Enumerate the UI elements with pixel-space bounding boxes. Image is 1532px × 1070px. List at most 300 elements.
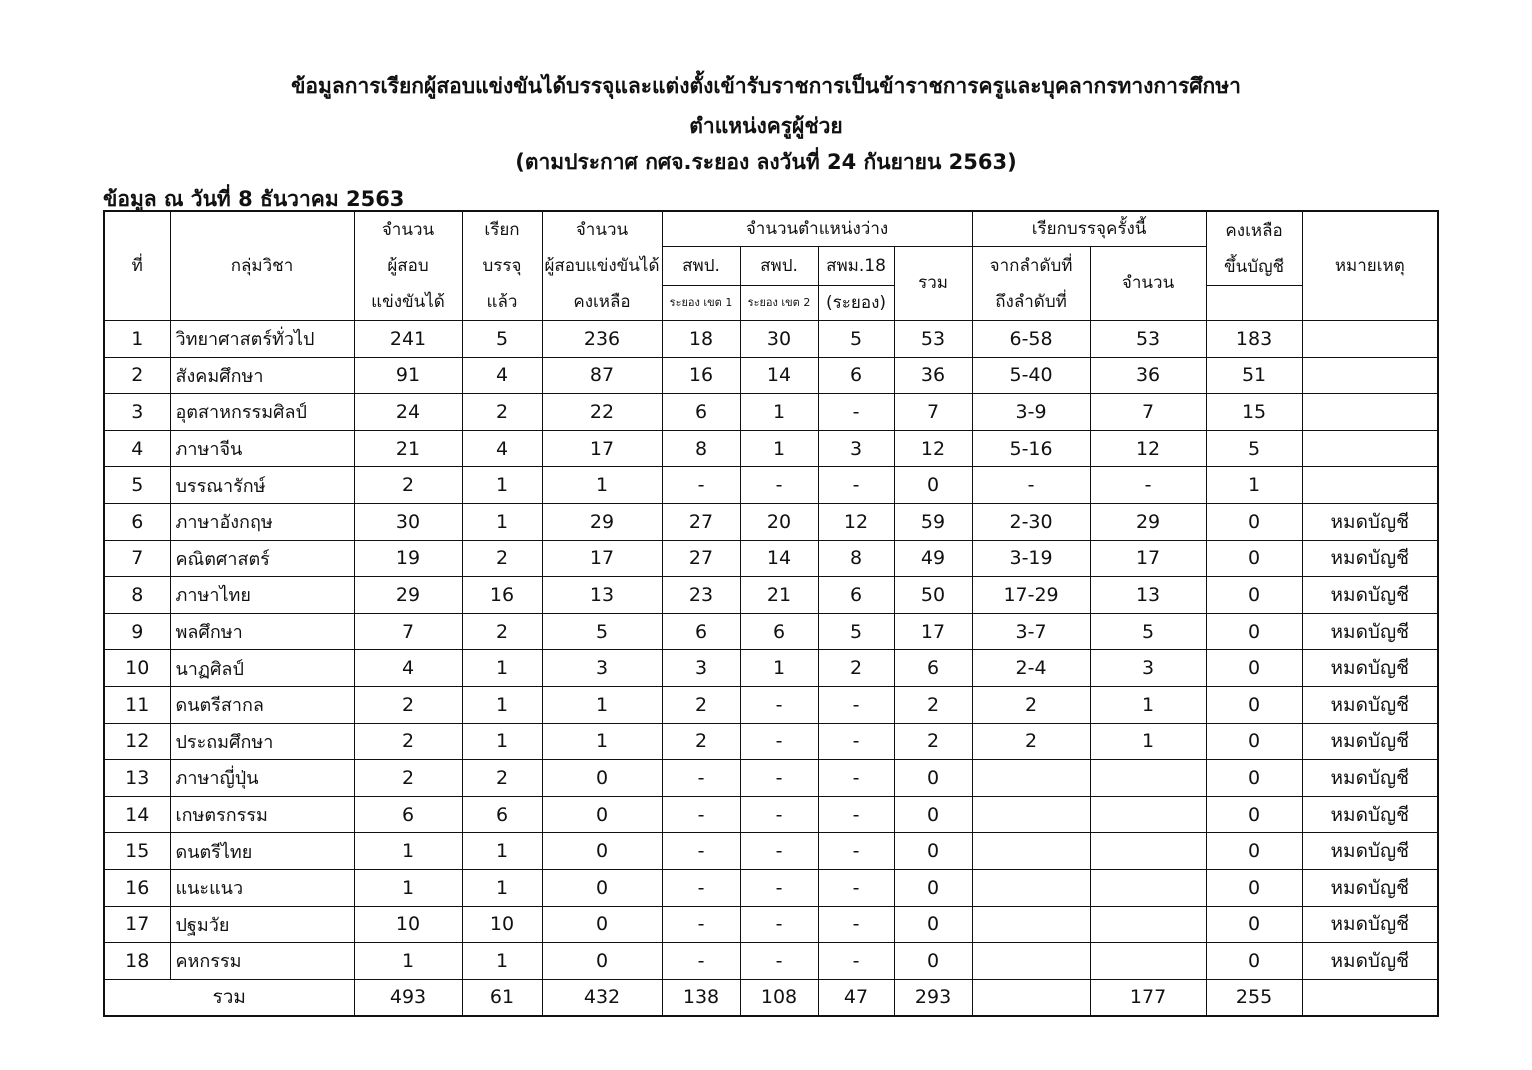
row-call-count: 5 xyxy=(1090,613,1206,650)
header-called-line3: แล้ว xyxy=(486,292,518,312)
row-list-left: 0 xyxy=(1206,650,1302,687)
header-remaining-line3: คงเหลือ xyxy=(573,292,631,312)
totals-vac-total: 293 xyxy=(894,979,972,1016)
table-row xyxy=(104,577,1438,614)
header-called xyxy=(462,211,542,321)
row-area2: 30 xyxy=(740,321,818,358)
row-call-count: 13 xyxy=(1090,577,1206,614)
row-area2: 14 xyxy=(740,540,818,577)
row-list-left: 0 xyxy=(1206,943,1302,980)
row-call-range: 5-40 xyxy=(972,357,1090,394)
row-called: 2 xyxy=(462,540,542,577)
row-no: 16 xyxy=(104,869,170,906)
row-area2: 1 xyxy=(740,394,818,431)
table-row xyxy=(104,906,1438,943)
row-call-range: 3-19 xyxy=(972,540,1090,577)
row-vac-total: 0 xyxy=(894,943,972,980)
row-subject: ดนตรีสากล xyxy=(170,686,354,723)
row-area1: 8 xyxy=(662,430,740,467)
as-of-date: ข้อมูล ณ วันที่ 8 ธันวาคม 2563 xyxy=(103,187,405,211)
row-remaining: 13 xyxy=(542,577,662,614)
row-subject: บรรณารักษ์ xyxy=(170,467,354,504)
row-no: 13 xyxy=(104,760,170,797)
row-spm18: - xyxy=(818,723,894,760)
row-note: หมดบัญชี xyxy=(1302,760,1438,797)
row-no: 18 xyxy=(104,943,170,980)
table-row xyxy=(104,321,1438,358)
row-note: หมดบัญชี xyxy=(1302,796,1438,833)
row-list-left: 0 xyxy=(1206,906,1302,943)
row-called: 4 xyxy=(462,357,542,394)
row-list-left: 5 xyxy=(1206,430,1302,467)
row-no: 6 xyxy=(104,503,170,540)
row-list-left: 0 xyxy=(1206,503,1302,540)
document-subtitle: ตำแหน่งครูผู้ช่วย xyxy=(689,114,843,138)
row-passed: 91 xyxy=(354,357,462,394)
row-passed: 29 xyxy=(354,577,462,614)
totals-area2: 108 xyxy=(740,979,818,1016)
table-row xyxy=(104,833,1438,870)
row-no: 5 xyxy=(104,467,170,504)
row-spm18: - xyxy=(818,796,894,833)
row-subject: สังคมศึกษา xyxy=(170,357,354,394)
row-called: 1 xyxy=(462,503,542,540)
row-spm18: - xyxy=(818,869,894,906)
row-no: 8 xyxy=(104,577,170,614)
row-called: 1 xyxy=(462,650,542,687)
header-spm18-sub: (ระยอง) xyxy=(818,286,894,321)
table-row xyxy=(104,943,1438,980)
row-area2: 6 xyxy=(740,613,818,650)
row-spm18: - xyxy=(818,943,894,980)
row-call-range: 3-7 xyxy=(972,613,1090,650)
header-area1-sub: ระยอง เขต 1 xyxy=(662,286,740,321)
row-no: 15 xyxy=(104,833,170,870)
table-row xyxy=(104,467,1438,504)
row-call-count: 17 xyxy=(1090,540,1206,577)
row-call-count: 36 xyxy=(1090,357,1206,394)
header-call-range-line2: ถึงลำดับที่ xyxy=(995,291,1067,312)
row-subject: วิทยาศาสตร์ทั่วไป xyxy=(170,321,354,358)
row-no: 17 xyxy=(104,906,170,943)
row-remaining: 1 xyxy=(542,723,662,760)
row-passed: 19 xyxy=(354,540,462,577)
row-call-count xyxy=(1090,760,1206,797)
row-area1: 6 xyxy=(662,613,740,650)
row-subject: คณิตศาสตร์ xyxy=(170,540,354,577)
row-call-range: 17-29 xyxy=(972,577,1090,614)
header-remaining xyxy=(542,211,662,321)
row-note: หมดบัญชี xyxy=(1302,503,1438,540)
row-spm18: - xyxy=(818,833,894,870)
row-note xyxy=(1302,467,1438,504)
announcement-reference: (ตามประกาศ กศจ.ระยอง ลงวันที่ 24 กันยายน 2563) xyxy=(515,150,1017,174)
row-call-range xyxy=(972,943,1090,980)
totals-spm18: 47 xyxy=(818,979,894,1016)
row-passed: 7 xyxy=(354,613,462,650)
row-passed: 30 xyxy=(354,503,462,540)
row-area1: 2 xyxy=(662,686,740,723)
row-passed: 4 xyxy=(354,650,462,687)
row-called: 1 xyxy=(462,686,542,723)
header-remaining-line1: จำนวน xyxy=(575,220,629,240)
row-spm18: - xyxy=(818,394,894,431)
row-vac-total: 2 xyxy=(894,723,972,760)
row-area2: - xyxy=(740,796,818,833)
row-note xyxy=(1302,321,1438,358)
row-vac-total: 49 xyxy=(894,540,972,577)
row-subject: เกษตรกรรม xyxy=(170,796,354,833)
row-passed: 241 xyxy=(354,321,462,358)
row-area1: 16 xyxy=(662,357,740,394)
row-passed: 2 xyxy=(354,760,462,797)
header-call-range-line1: จากลำดับที่ xyxy=(989,255,1073,276)
row-called: 1 xyxy=(462,723,542,760)
row-spm18: - xyxy=(818,906,894,943)
row-area2: - xyxy=(740,467,818,504)
row-spm18: 5 xyxy=(818,613,894,650)
totals-label: รวม xyxy=(104,979,354,1016)
row-list-left: 0 xyxy=(1206,577,1302,614)
row-called: 1 xyxy=(462,833,542,870)
row-call-count xyxy=(1090,906,1206,943)
table-body xyxy=(104,321,1438,980)
row-remaining: 0 xyxy=(542,760,662,797)
row-area2: 20 xyxy=(740,503,818,540)
row-remaining: 1 xyxy=(542,686,662,723)
row-called: 4 xyxy=(462,430,542,467)
row-area1: 23 xyxy=(662,577,740,614)
row-no: 4 xyxy=(104,430,170,467)
row-passed: 2 xyxy=(354,723,462,760)
row-passed: 10 xyxy=(354,906,462,943)
totals-note xyxy=(1302,979,1438,1016)
row-area1: 27 xyxy=(662,540,740,577)
row-call-count: 29 xyxy=(1090,503,1206,540)
row-spm18: - xyxy=(818,686,894,723)
row-remaining: 0 xyxy=(542,869,662,906)
row-area2: - xyxy=(740,869,818,906)
row-vac-total: 0 xyxy=(894,760,972,797)
totals-row xyxy=(104,979,1438,1016)
table-row xyxy=(104,760,1438,797)
row-passed: 1 xyxy=(354,869,462,906)
row-call-range: 2 xyxy=(972,723,1090,760)
row-call-range xyxy=(972,833,1090,870)
row-area2: - xyxy=(740,943,818,980)
row-list-left: 0 xyxy=(1206,613,1302,650)
row-subject: แนะแนว xyxy=(170,869,354,906)
row-no: 11 xyxy=(104,686,170,723)
table-row xyxy=(104,650,1438,687)
row-subject: คหกรรม xyxy=(170,943,354,980)
row-call-range xyxy=(972,906,1090,943)
row-called: 10 xyxy=(462,906,542,943)
row-subject: อุตสาหกรรมศิลป์ xyxy=(170,394,354,431)
table-row xyxy=(104,394,1438,431)
table-row xyxy=(104,796,1438,833)
row-list-left: 15 xyxy=(1206,394,1302,431)
header-call-range xyxy=(972,247,1090,321)
row-called: 1 xyxy=(462,943,542,980)
row-area2: 21 xyxy=(740,577,818,614)
row-list-left: 0 xyxy=(1206,869,1302,906)
row-area2: - xyxy=(740,723,818,760)
row-note: หมดบัญชี xyxy=(1302,540,1438,577)
header-call-count: จำนวน xyxy=(1090,247,1206,321)
row-note: หมดบัญชี xyxy=(1302,943,1438,980)
row-note: หมดบัญชี xyxy=(1302,906,1438,943)
table-row xyxy=(104,357,1438,394)
row-note: หมดบัญชี xyxy=(1302,833,1438,870)
row-no: 10 xyxy=(104,650,170,687)
row-subject: ภาษาอังกฤษ xyxy=(170,503,354,540)
row-passed: 21 xyxy=(354,430,462,467)
row-passed: 1 xyxy=(354,833,462,870)
row-area1: - xyxy=(662,943,740,980)
row-subject: ภาษาญี่ปุ่น xyxy=(170,760,354,797)
row-vac-total: 6 xyxy=(894,650,972,687)
row-call-count: 3 xyxy=(1090,650,1206,687)
row-subject: ภาษาไทย xyxy=(170,577,354,614)
row-called: 5 xyxy=(462,321,542,358)
row-call-count: 12 xyxy=(1090,430,1206,467)
row-list-left: 51 xyxy=(1206,357,1302,394)
row-called: 2 xyxy=(462,394,542,431)
row-list-left: 0 xyxy=(1206,760,1302,797)
row-spm18: 5 xyxy=(818,321,894,358)
document-title: ข้อมูลการเรียกผู้สอบแข่งขันได้บรรจุและแต่งตั้งเข้ารับราชการเป็นข้าราชการครูและบุคลากรทางการศึกษา xyxy=(291,74,1241,98)
header-passed-line2: ผู้สอบ xyxy=(387,256,429,276)
row-call-range xyxy=(972,869,1090,906)
row-subject: นาฏศิลป์ xyxy=(170,650,354,687)
row-no: 7 xyxy=(104,540,170,577)
row-no: 9 xyxy=(104,613,170,650)
row-subject: ภาษาจีน xyxy=(170,430,354,467)
row-call-count: 1 xyxy=(1090,686,1206,723)
row-vac-total: 17 xyxy=(894,613,972,650)
row-spm18: 6 xyxy=(818,357,894,394)
row-call-range: 6-58 xyxy=(972,321,1090,358)
header-called-line2: บรรจุ xyxy=(482,256,522,276)
totals-left: 255 xyxy=(1206,979,1302,1016)
row-called: 2 xyxy=(462,760,542,797)
row-call-count xyxy=(1090,833,1206,870)
totals-remaining: 432 xyxy=(542,979,662,1016)
row-call-count: - xyxy=(1090,467,1206,504)
table-row xyxy=(104,686,1438,723)
row-remaining: 0 xyxy=(542,796,662,833)
row-remaining: 0 xyxy=(542,906,662,943)
row-vac-total: 0 xyxy=(894,906,972,943)
row-call-count: 1 xyxy=(1090,723,1206,760)
row-subject: ประถมศึกษา xyxy=(170,723,354,760)
row-spm18: 8 xyxy=(818,540,894,577)
row-remaining: 236 xyxy=(542,321,662,358)
totals-count: 177 xyxy=(1090,979,1206,1016)
header-subject: กลุ่มวิชา xyxy=(170,211,354,321)
row-remaining: 5 xyxy=(542,613,662,650)
row-area1: - xyxy=(662,869,740,906)
row-spm18: - xyxy=(818,760,894,797)
row-no: 12 xyxy=(104,723,170,760)
row-area2: - xyxy=(740,833,818,870)
header-called-line1: เรียก xyxy=(484,220,520,240)
row-spm18: 3 xyxy=(818,430,894,467)
row-vac-total: 36 xyxy=(894,357,972,394)
row-call-count xyxy=(1090,796,1206,833)
row-subject: พลศึกษา xyxy=(170,613,354,650)
row-called: 16 xyxy=(462,577,542,614)
row-passed: 6 xyxy=(354,796,462,833)
row-call-count: 7 xyxy=(1090,394,1206,431)
row-area2: 14 xyxy=(740,357,818,394)
header-area1: สพป. xyxy=(662,247,740,286)
row-note xyxy=(1302,357,1438,394)
table-row xyxy=(104,723,1438,760)
table-row xyxy=(104,540,1438,577)
appointment-table xyxy=(103,210,1439,1017)
row-no: 2 xyxy=(104,357,170,394)
row-remaining: 3 xyxy=(542,650,662,687)
row-list-left: 0 xyxy=(1206,796,1302,833)
row-spm18: - xyxy=(818,467,894,504)
row-list-left: 0 xyxy=(1206,686,1302,723)
row-called: 1 xyxy=(462,467,542,504)
row-vac-total: 50 xyxy=(894,577,972,614)
row-vac-total: 53 xyxy=(894,321,972,358)
row-remaining: 1 xyxy=(542,467,662,504)
row-passed: 2 xyxy=(354,686,462,723)
header-area2: สพป. xyxy=(740,247,818,286)
row-area2: 1 xyxy=(740,430,818,467)
header-list-left-line1: คงเหลือ xyxy=(1225,220,1283,241)
row-no: 1 xyxy=(104,321,170,358)
row-area1: - xyxy=(662,760,740,797)
header-passed xyxy=(354,211,462,321)
row-call-range: 2 xyxy=(972,686,1090,723)
row-subject: ดนตรีไทย xyxy=(170,833,354,870)
row-list-left: 0 xyxy=(1206,540,1302,577)
table-row xyxy=(104,613,1438,650)
row-note xyxy=(1302,430,1438,467)
row-note: หมดบัญชี xyxy=(1302,686,1438,723)
row-list-left: 183 xyxy=(1206,321,1302,358)
header-list-left-line2: ขึ้นบัญชี xyxy=(1224,256,1285,277)
row-call-range: 3-9 xyxy=(972,394,1090,431)
header-passed-line3: แข่งขันได้ xyxy=(371,292,445,312)
row-spm18: 2 xyxy=(818,650,894,687)
row-vac-total: 0 xyxy=(894,467,972,504)
header-note: หมายเหตุ xyxy=(1302,211,1438,321)
row-area2: - xyxy=(740,686,818,723)
row-no: 3 xyxy=(104,394,170,431)
totals-range xyxy=(972,979,1090,1016)
row-area1: - xyxy=(662,906,740,943)
row-call-count xyxy=(1090,869,1206,906)
row-area1: 2 xyxy=(662,723,740,760)
row-note: หมดบัญชี xyxy=(1302,613,1438,650)
row-called: 6 xyxy=(462,796,542,833)
row-passed: 24 xyxy=(354,394,462,431)
header-list-left-blank xyxy=(1206,286,1302,321)
row-vac-total: 0 xyxy=(894,833,972,870)
row-note: หมดบัญชี xyxy=(1302,650,1438,687)
row-vac-total: 2 xyxy=(894,686,972,723)
row-no: 14 xyxy=(104,796,170,833)
row-note xyxy=(1302,394,1438,431)
row-passed: 2 xyxy=(354,467,462,504)
row-remaining: 29 xyxy=(542,503,662,540)
row-subject: ปฐมวัย xyxy=(170,906,354,943)
row-area1: 27 xyxy=(662,503,740,540)
header-no: ที่ xyxy=(104,211,170,321)
row-remaining: 87 xyxy=(542,357,662,394)
row-area2: - xyxy=(740,760,818,797)
row-vac-total: 7 xyxy=(894,394,972,431)
row-area2: 1 xyxy=(740,650,818,687)
row-call-range: 2-4 xyxy=(972,650,1090,687)
header-vacancies-group: จำนวนตำแหน่งว่าง xyxy=(662,211,972,247)
row-area1: 3 xyxy=(662,650,740,687)
row-area1: - xyxy=(662,467,740,504)
row-vac-total: 0 xyxy=(894,869,972,906)
totals-called: 61 xyxy=(462,979,542,1016)
header-area2-sub: ระยอง เขต 2 xyxy=(740,286,818,321)
row-vac-total: 0 xyxy=(894,796,972,833)
row-remaining: 22 xyxy=(542,394,662,431)
row-list-left: 1 xyxy=(1206,467,1302,504)
row-note: หมดบัญชี xyxy=(1302,723,1438,760)
row-list-left: 0 xyxy=(1206,723,1302,760)
header-remaining-line2: ผู้สอบแข่งขันได้ xyxy=(544,256,660,276)
header-vac-total: รวม xyxy=(894,247,972,321)
row-area1: 6 xyxy=(662,394,740,431)
row-call-range: - xyxy=(972,467,1090,504)
row-area1: - xyxy=(662,796,740,833)
row-called: 2 xyxy=(462,613,542,650)
row-note: หมดบัญชี xyxy=(1302,869,1438,906)
totals-area1: 138 xyxy=(662,979,740,1016)
row-spm18: 6 xyxy=(818,577,894,614)
row-remaining: 17 xyxy=(542,540,662,577)
row-called: 1 xyxy=(462,869,542,906)
row-remaining: 0 xyxy=(542,943,662,980)
row-call-count: 53 xyxy=(1090,321,1206,358)
row-spm18: 12 xyxy=(818,503,894,540)
row-area2: - xyxy=(740,906,818,943)
table-row xyxy=(104,430,1438,467)
row-area1: - xyxy=(662,833,740,870)
row-remaining: 17 xyxy=(542,430,662,467)
row-remaining: 0 xyxy=(542,833,662,870)
row-vac-total: 12 xyxy=(894,430,972,467)
row-list-left: 0 xyxy=(1206,833,1302,870)
row-call-range: 2-30 xyxy=(972,503,1090,540)
row-note: หมดบัญชี xyxy=(1302,577,1438,614)
row-call-range: 5-16 xyxy=(972,430,1090,467)
header-call-group: เรียกบรรจุครั้งนี้ xyxy=(972,211,1206,247)
row-vac-total: 59 xyxy=(894,503,972,540)
totals-passed: 493 xyxy=(354,979,462,1016)
header-list-left xyxy=(1206,211,1302,286)
row-area1: 18 xyxy=(662,321,740,358)
header-passed-line1: จำนวน xyxy=(381,220,435,240)
row-call-range xyxy=(972,760,1090,797)
table-row xyxy=(104,869,1438,906)
table-row xyxy=(104,503,1438,540)
row-passed: 1 xyxy=(354,943,462,980)
